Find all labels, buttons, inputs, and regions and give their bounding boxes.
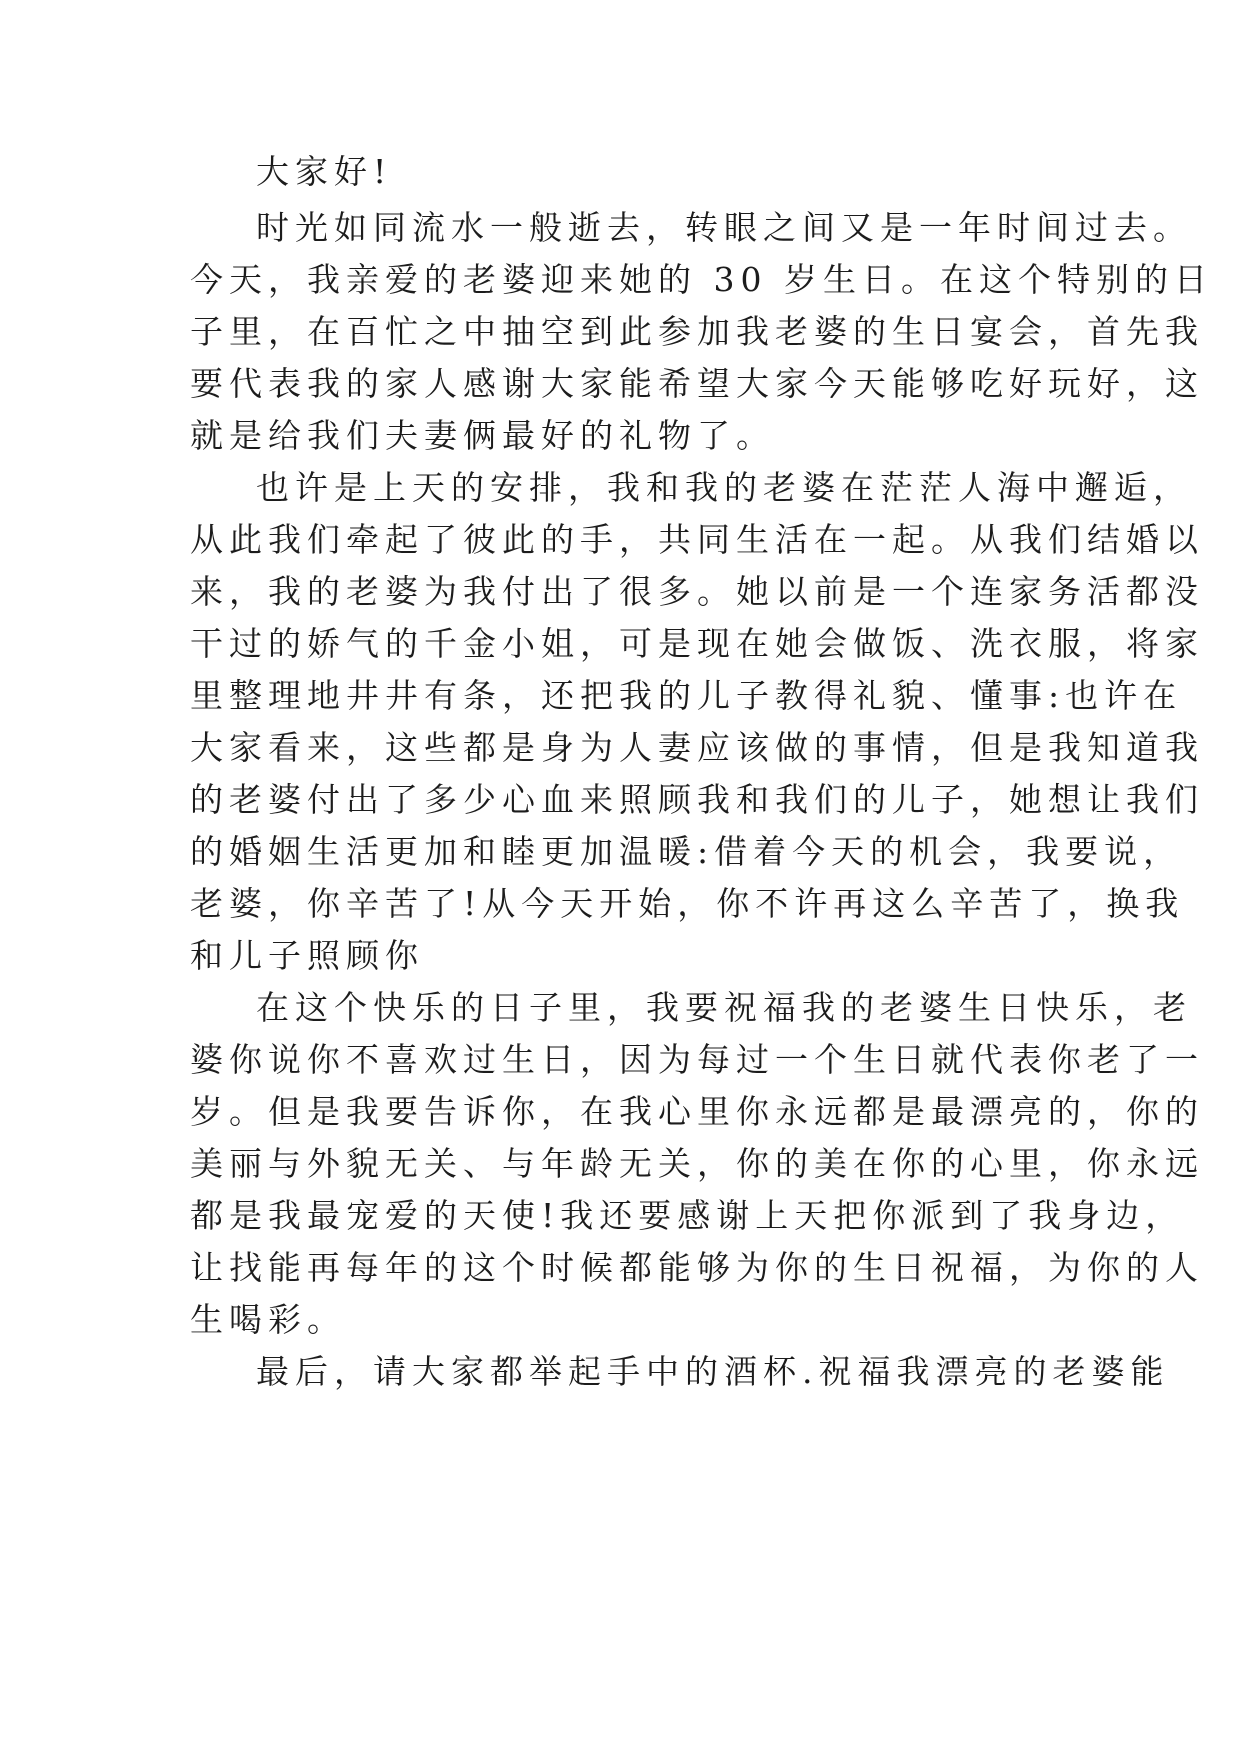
paragraph-3-line-3: 岁。但是我要告诉你，在我心里你永远都是最漂亮的，你的 xyxy=(190,1092,1204,1131)
paragraph-3-line-4: 美丽与外貌无关、与年龄无关，你的美在你的心里，你永远 xyxy=(190,1144,1204,1183)
paragraph-2-line-3: 来，我的老婆为我付出了很多。她以前是一个连家务活都没 xyxy=(190,572,1204,611)
paragraph-1-line-5: 就是给我们夫妻俩最好的礼物了。 xyxy=(190,416,775,455)
paragraph-2-line-7: 的老婆付出了多少心血来照顾我和我们的儿子，她想让我们 xyxy=(190,780,1204,819)
paragraph-3-line-2: 婆你说你不喜欢过生日，因为每过一个生日就代表你老了一 xyxy=(190,1040,1204,1079)
paragraph-1-line-1: 时光如同流水一般逝去，转眼之间又是一年时间过去。 xyxy=(256,208,1192,247)
paragraph-2-line-8: 的婚姻生活更加和睦更加温暖:借着今天的机会，我要说， xyxy=(190,832,1183,871)
paragraph-4-line-1: 最后，请大家都举起手中的酒杯.祝福我漂亮的老婆能 xyxy=(256,1352,1170,1391)
paragraph-1-line-2: 今天，我亲爱的老婆迎来她的 30 岁生日。在这个特别的日 xyxy=(190,260,1213,299)
paragraph-3-line-1: 在这个快乐的日子里，我要祝福我的老婆生日快乐，老 xyxy=(256,988,1192,1027)
paragraph-2-line-10: 和儿子照顾你 xyxy=(190,936,424,975)
paragraph-3-line-7: 生喝彩。 xyxy=(190,1300,346,1339)
greeting-line: 大家好! xyxy=(256,152,393,191)
paragraph-3-line-5: 都是我最宠爱的天使!我还要感谢上天把你派到了我身边， xyxy=(190,1196,1185,1235)
paragraph-2-line-9: 老婆，你辛苦了!从今天开始，你不许再这么辛苦了，换我 xyxy=(190,884,1185,923)
paragraph-1-line-3: 子里，在百忙之中抽空到此参加我老婆的生日宴会，首先我 xyxy=(190,312,1204,351)
paragraph-2-line-5: 里整理地井井有条，还把我的儿子教得礼貌、懂事:也许在 xyxy=(190,676,1183,715)
paragraph-3-line-6: 让找能再每年的这个时候都能够为你的生日祝福，为你的人 xyxy=(190,1248,1204,1287)
paragraph-2-line-1: 也许是上天的安排，我和我的老婆在茫茫人海中邂逅， xyxy=(256,468,1192,507)
paragraph-2-line-4: 干过的娇气的千金小姐，可是现在她会做饭、洗衣服，将家 xyxy=(190,624,1204,663)
paragraph-2-line-6: 大家看来，这些都是身为人妻应该做的事情，但是我知道我 xyxy=(190,728,1204,767)
paragraph-2-line-2: 从此我们牵起了彼此的手，共同生活在一起。从我们结婚以 xyxy=(190,520,1204,559)
paragraph-1-line-4: 要代表我的家人感谢大家能希望大家今天能够吃好玩好，这 xyxy=(190,364,1204,403)
